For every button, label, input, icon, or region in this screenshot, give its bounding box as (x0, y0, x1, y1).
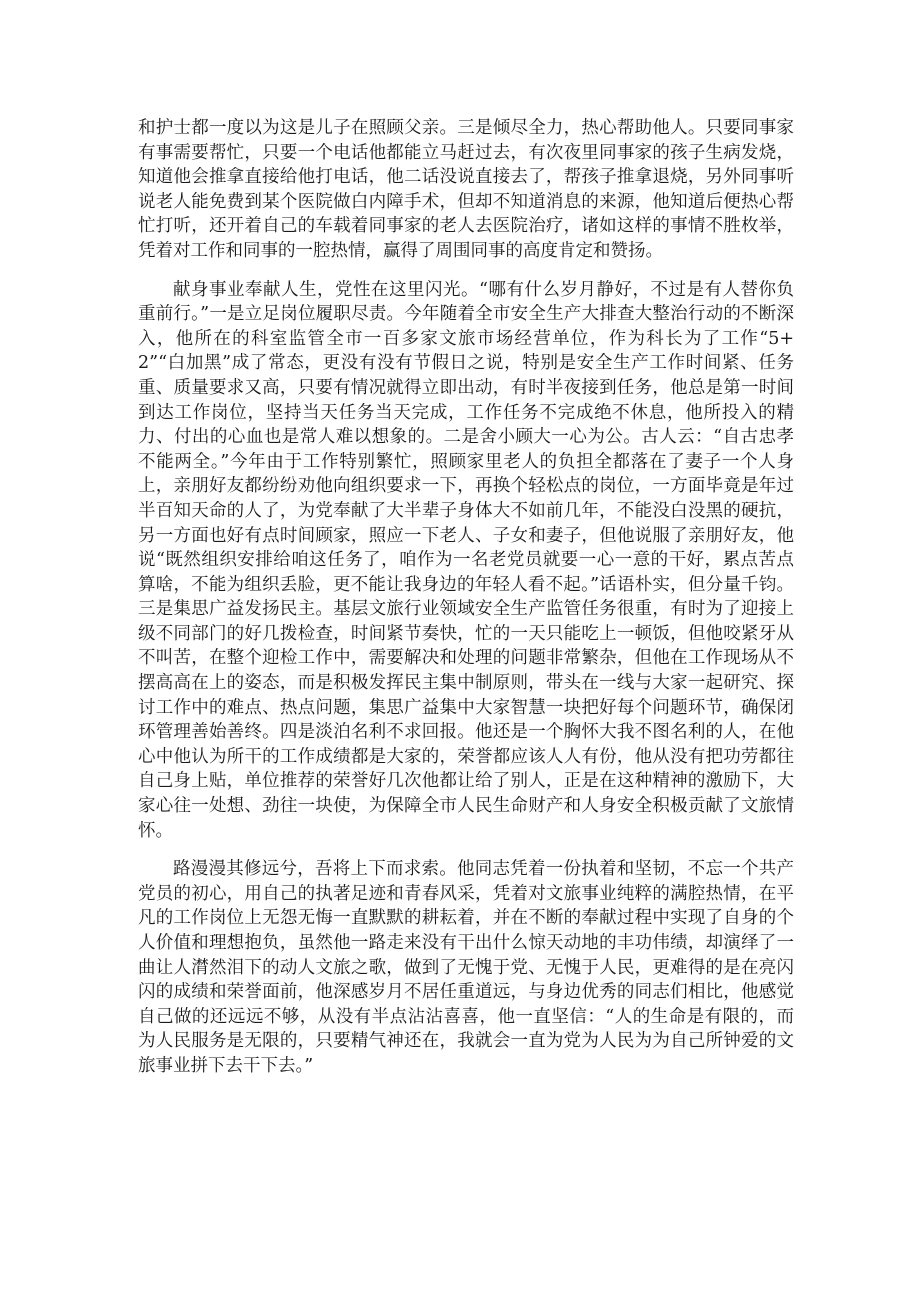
paragraph-continuation: 和护士都一度以为这是儿子在照顾父亲。三是倾尽全力，热心帮助他人。只要同事家有事需要帮忙，只要一个电话他都能立马赶过去，有次夜里同事家的孩子生病发烧，知道他会推拿直接给他打电话，他二话没说直接去了，帮孩子推拿退烧，另外同事听说老人能免费到某个医院做白内障手术，但却不知道消息的来源，他知道后便热心帮忙打听，还开着自己的车载着同事家的老人去医院治疗，诸如这样的事情不胜枚举，凭着对工作和同事的一腔热情，赢得了周围同事的高度肯定和赞扬。 (138, 118, 794, 261)
paragraph-conclusion: 路漫漫其修远兮，吾将上下而求索。他同志凭着一份执着和坚韧，不忘一个共产党员的初心，用自己的执著足迹和青春风采，凭着对文旅事业纯粹的满腔热情，在平凡的工作岗位上无怨无悔一直默默的耕耘着，并在不断的奉献过程中实现了自身的个人价值和理想抱负，虽然他一路走来没有干出什么惊天动地的丰功伟绩，却演绎了一曲让人潸然泪下的动人文旅之歌，做到了无愧于党、无愧于人民，更难得的是在亮闪闪的成绩和荣誉面前，他深感岁月不居任重道远，与身边优秀的同志们相比，他感觉自己做的还远远不够，从没有半点沾沾喜喜，他一直坚信：“人的生命是有限的，而为人民服务是无限的，只要精气神还在，我就会一直为党为人民为为自己所钟爱的文旅事业拼下去干下去。” (138, 859, 794, 1076)
paragraph-dedication: 献身事业奉献人生，党性在这里闪光。“哪有什么岁月静好，不过是有人替你负重前行。”一是立足岗位履职尽责。今年随着全市安全生产大排查大整治行动的不断深入，他所在的科室监管全市一百多家文旅市场经营单位，作为科长为了工作“5+2”“白加黑”成了常态，更没有没有节假日之说，特别是安全生产工作时间紧、任务重、质量要求又高，只要有情况就得立即出动，有时半夜接到任务，他总是第一时间到达工作岗位，坚持当天任务当天完成，工作任务不完成绝不休息，他所投入的精力、付出的心血也是常人难以想象的。二是舍小顾大一心为公。古人云：“自古忠孝不能两全。”今年由于工作特别繁忙，照顾家里老人的负担全都落在了妻子一个人身上，亲朋好友都纷纷劝他向组织要求一下，再换个轻松点的岗位，一方面毕竟是年过半百知天命的人了，为党奉献了大半辈子身体大不如前几年，不能没白没黑的硬抗，另一方面也好有点时间顾家，照应一下老人、子女和妻子，但他说服了亲朋好友，他说“既然组织安排给咱这任务了，咱作为一名老党员就要一心一意的干好，累点苦点算啥，不能为组织丢脸，更不能让我身边的年轻人看不起。”话语朴实，但分量千钧。三是集思广益发扬民主。基层文旅行业领域安全生产监管任务很重，有时为了迎接上级不同部门的好几拨检查，时间紧节奏快，忙的一天只能吃上一顿饭，但他咬紧牙从不叫苦，在整个迎检工作中，需要解决和处理的问题非常繁杂，但他在工作现场从不摆高高在上的姿态，而是积极发挥民主集中制原则，带头在一线与大家一起研究、探讨工作中的难点、热点问题，集思广益集中大家智慧一块把好每个问题环节，确保闭环管理善始善终。四是淡泊名利不求回报。他还是一个胸怀大我不图名利的人，在他心中他认为所干的工作成绩都是大家的，荣誉都应该人人有份，他从没有把功劳都往自己身上贴，单位推荐的荣誉好几次他都让给了别人，正是在这种精神的激励下，大家心往一处想、劲往一块使，为保障全市人民生命财产和人身安全积极贡献了文旅情怀。 (138, 279, 794, 841)
document-page (138, 116, 794, 1093)
